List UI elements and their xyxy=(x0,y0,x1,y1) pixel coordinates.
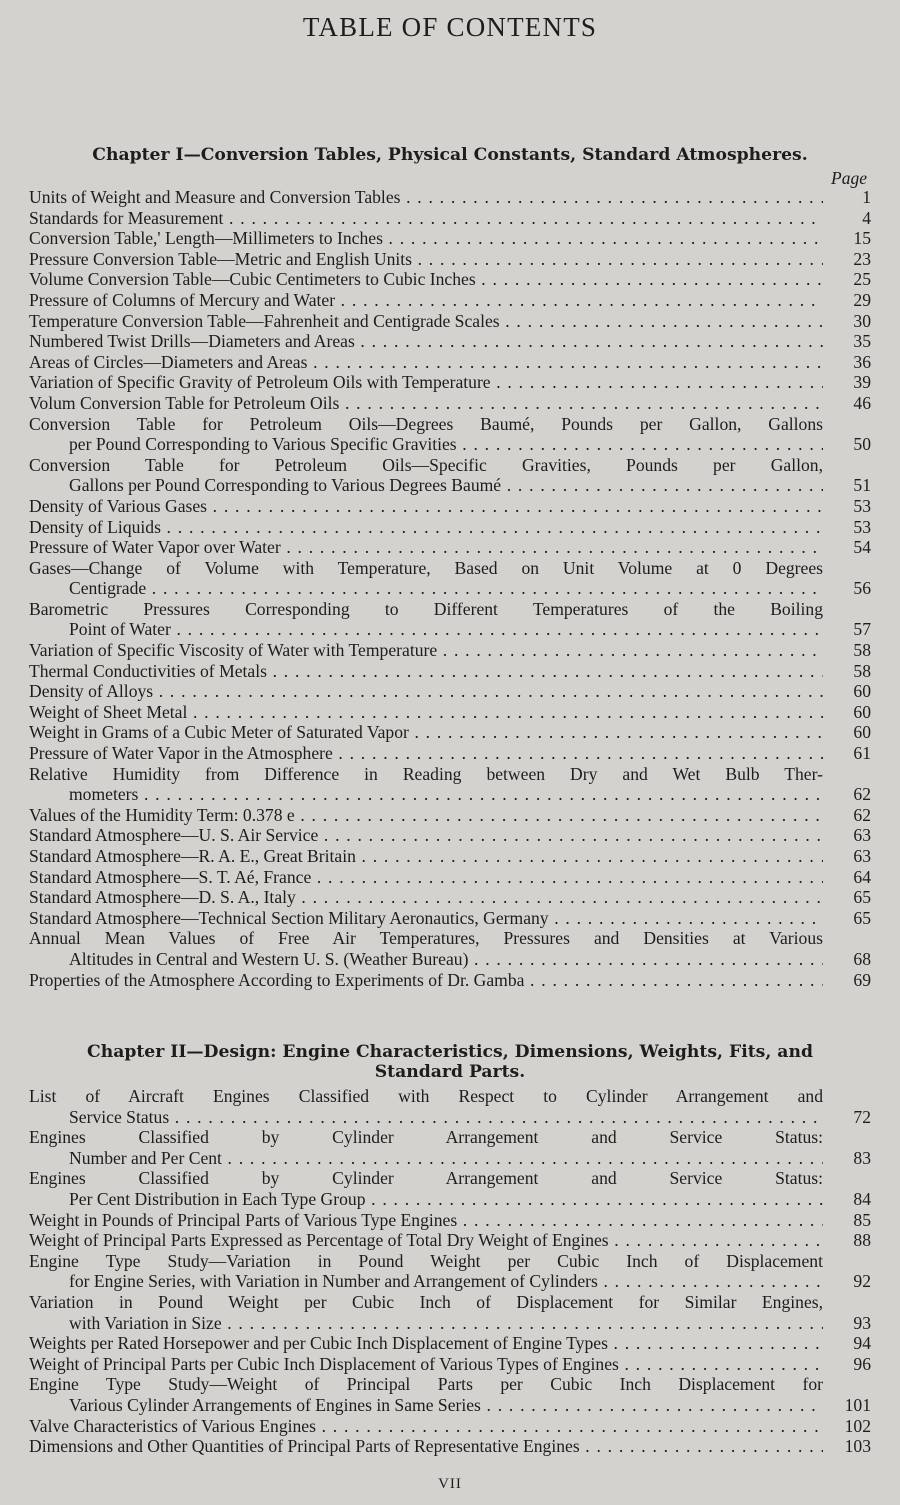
toc-entry-page: 61 xyxy=(853,743,871,764)
toc-entry[interactable] xyxy=(29,764,871,805)
toc-entry[interactable] xyxy=(29,208,871,229)
toc-entry[interactable] xyxy=(29,1416,871,1437)
toc-entry[interactable] xyxy=(29,228,871,249)
toc-entry[interactable] xyxy=(29,743,871,764)
toc-entry-page: 56 xyxy=(853,578,871,599)
toc-entry-page: 85 xyxy=(853,1209,871,1230)
toc-entry-title: Weight of Principal Parts per Cubic Inch Displacement of Various Types of Engines . . . xyxy=(29,1354,823,1375)
toc-entry-page: 65 xyxy=(853,907,871,928)
toc-entry-title xyxy=(29,455,823,496)
toc-entry[interactable] xyxy=(29,805,871,826)
toc-entry-page: 72 xyxy=(853,1106,871,1127)
page-title: TABLE OF CONTENTS xyxy=(302,12,598,42)
toc-entry[interactable] xyxy=(29,1251,871,1292)
toc-entry[interactable] xyxy=(29,558,871,599)
toc-entry-title xyxy=(29,1374,823,1415)
toc-entry-page: 53 xyxy=(853,495,871,516)
toc-entry-title: Standards for Measurement . . . xyxy=(29,208,823,229)
toc-entry-page: 102 xyxy=(844,1415,871,1436)
toc-entry-title-line-1: Engines Classified by Cylinder Arrangement and Service Status: xyxy=(29,1127,823,1148)
toc-entry-title-line-1: Conversion Table for Petroleum Oils—Degrees Baumé, Pounds per Gallon, Gallons xyxy=(29,413,823,434)
toc-entry[interactable] xyxy=(29,1127,871,1168)
toc-entry-page: 101 xyxy=(844,1394,871,1415)
toc-entry[interactable] xyxy=(29,517,871,538)
toc-entry-page: 60 xyxy=(853,701,871,722)
toc-entry-page: 39 xyxy=(853,372,871,393)
toc-entry-page: 29 xyxy=(853,289,871,310)
toc-entry[interactable] xyxy=(29,187,871,208)
toc-entry-title: Pressure Conversion Table—Metric and English Units . . . xyxy=(29,249,823,270)
toc-entry-title: Properties of the Atmosphere According to Experiments of Dr. Gamba . . . xyxy=(29,970,823,991)
toc-entry-title: Variation of Specific Viscosity of Water with Temperature . . . xyxy=(29,640,823,661)
toc-entry-title-line-2: Point of Water . . . xyxy=(29,619,823,640)
toc-entry-title xyxy=(29,1251,823,1292)
toc-entry-title xyxy=(29,928,823,969)
page-number-footer: VII xyxy=(438,1476,462,1492)
page-column-label: Page xyxy=(831,168,867,188)
toc-entry[interactable] xyxy=(29,1436,871,1457)
toc-entry-page: 63 xyxy=(853,825,871,846)
toc-entry-page: 63 xyxy=(853,846,871,866)
toc-entry-page: 23 xyxy=(853,248,871,269)
toc-entry-title xyxy=(29,1086,823,1127)
toc-entry[interactable] xyxy=(29,269,871,290)
toc-entry[interactable] xyxy=(29,537,871,558)
toc-entry-title-line-1: List of Aircraft Engines Classified with Respect to Cylinder Arrangement and xyxy=(29,1086,823,1106)
toc-entry-page: 62 xyxy=(853,784,871,805)
toc-entry-title-line-2: Number and Per Cent . . . xyxy=(29,1148,823,1169)
toc-entry-title: Standard Atmosphere—Technical Section Military Aeronautics, Germany . . . xyxy=(29,908,823,929)
toc-entry-title xyxy=(29,558,823,599)
toc-entry-page: 53 xyxy=(853,516,871,537)
toc-entry-title: Weight of Sheet Metal . . . xyxy=(29,702,823,723)
toc-entry-page: 30 xyxy=(853,310,871,331)
toc-entry-title-line-1: Engines Classified by Cylinder Arrangement and Service Status: xyxy=(29,1168,823,1189)
toc-entry-page: 92 xyxy=(853,1271,871,1292)
toc-entry-page: 1 xyxy=(862,187,871,207)
toc-entry[interactable] xyxy=(29,1086,871,1127)
toc-entry-title-line-2: Centigrade . . . xyxy=(29,578,823,599)
toc-entry-page: 88 xyxy=(853,1230,871,1251)
toc-entry-page: 103 xyxy=(844,1436,871,1457)
toc-entry-title: Variation of Specific Gravity of Petroleum Oils with Temperature . . . xyxy=(29,372,823,393)
toc-entry[interactable] xyxy=(29,1333,871,1354)
toc-entry-title: Conversion Table,' Length—Millimeters to Inches . . . xyxy=(29,228,823,249)
toc-entry-title: Numbered Twist Drills—Diameters and Areas . . . xyxy=(29,331,823,352)
toc-entry-page: 62 xyxy=(853,804,871,825)
toc-entry[interactable] xyxy=(29,599,871,640)
toc-entry-title-line-2: mometers . . . xyxy=(29,784,823,805)
toc-entry[interactable] xyxy=(29,702,871,723)
toc-entry[interactable] xyxy=(29,722,871,743)
toc-entry-title: Weight in Grams of a Cubic Meter of Saturated Vapor . . . xyxy=(29,722,823,743)
toc-entry-title: Pressure of Columns of Mercury and Water . . . xyxy=(29,290,823,311)
chapter-2-section xyxy=(29,1042,871,1457)
toc-entry-title-line-2: per Pound Corresponding to Various Specific Gravities . . . xyxy=(29,434,823,455)
toc-entry-title: Pressure of Water Vapor in the Atmosphere . . . xyxy=(29,743,823,764)
toc-entry-page: 58 xyxy=(853,660,871,681)
toc-entry-page: 36 xyxy=(853,351,871,372)
toc-entry[interactable] xyxy=(29,1168,871,1209)
toc-entry-title: Dimensions and Other Quantities of Principal Parts of Representative Engines . . . xyxy=(29,1436,823,1457)
toc-entry-page: 60 xyxy=(853,681,871,702)
toc-entry-page: 54 xyxy=(853,537,871,558)
toc-entry[interactable] xyxy=(29,867,871,888)
toc-entry-title-line-1: Engine Type Study—Weight of Principal Parts per Cubic Inch Displacement for xyxy=(29,1374,823,1395)
chapter-2-entries xyxy=(29,1086,871,1457)
toc-entry-title: Pressure of Water Vapor over Water . . . xyxy=(29,537,823,558)
toc-entry-title xyxy=(29,1168,823,1209)
toc-entry-title xyxy=(29,599,823,640)
toc-entry-title-line-1: Barometric Pressures Corresponding to Different Temperatures of the Boiling xyxy=(29,598,823,619)
toc-entry-title-line-2: with Variation in Size . . . xyxy=(29,1313,823,1334)
toc-entry-page: 64 xyxy=(853,866,871,887)
toc-entry-title-line-1: Conversion Table for Petroleum Oils—Specific Gravities, Pounds per Gallon, xyxy=(29,454,823,475)
toc-entry[interactable] xyxy=(29,640,871,661)
chapter-2-heading xyxy=(29,1042,871,1082)
chapter-2-heading-line-2: Standard Parts. xyxy=(374,1062,526,1082)
toc-entry-title: Density of Liquids . . . xyxy=(29,517,823,538)
toc-entry[interactable] xyxy=(29,1210,871,1231)
toc-entry-page: 25 xyxy=(853,269,871,290)
toc-entry[interactable] xyxy=(29,414,871,455)
toc-entry-title: Values of the Humidity Term: 0.378 e . . . xyxy=(29,805,823,826)
toc-entry-title-line-2: for Engine Series, with Variation in Number and Arrangement of Cylinders . . . xyxy=(29,1271,823,1292)
toc-entry[interactable] xyxy=(29,372,871,393)
toc-entry[interactable] xyxy=(29,825,871,846)
toc-entry-title: Weights per Rated Horsepower and per Cubic Inch Displacement of Engine Types . . . xyxy=(29,1333,823,1354)
toc-entry-title: Thermal Conductivities of Metals . . . xyxy=(29,661,823,682)
toc-entry-title: Standard Atmosphere—S. T. Aé, France . . . xyxy=(29,867,823,888)
toc-entry[interactable] xyxy=(29,928,871,969)
toc-entry-title: Standard Atmosphere—D. S. A., Italy . . . xyxy=(29,887,823,908)
toc-entry[interactable] xyxy=(29,311,871,332)
toc-entry[interactable] xyxy=(29,970,871,991)
toc-entry-page: 51 xyxy=(853,475,871,496)
toc-entry[interactable] xyxy=(29,496,871,517)
toc-entry-page: 4 xyxy=(862,207,871,228)
toc-entry-title-line-1: Gases—Change of Volume with Temperature, Based on Unit Volume at 0 Degrees xyxy=(29,557,823,578)
toc-entry[interactable] xyxy=(29,1292,871,1333)
toc-entry-title-line-2: Altitudes in Central and Western U. S. (Weather Bureau) . . . xyxy=(29,949,823,970)
toc-entry[interactable] xyxy=(29,455,871,496)
toc-entry-page: 58 xyxy=(853,640,871,661)
toc-entry[interactable] xyxy=(29,661,871,682)
toc-entry-title: Areas of Circles—Diameters and Areas . . . xyxy=(29,352,823,373)
toc-entry-title xyxy=(29,764,823,805)
toc-entry-title-line-2: Various Cylinder Arrangements of Engines in Same Series . . . xyxy=(29,1395,823,1416)
toc-entry-title: Volume Conversion Table—Cubic Centimeters to Cubic Inches . . . xyxy=(29,269,823,290)
toc-entry-title-line-1: Annual Mean Values of Free Air Temperatures, Pressures and Densities at Various xyxy=(29,928,823,949)
chapter-1-section xyxy=(29,145,871,990)
toc-entry-page: 83 xyxy=(853,1147,871,1168)
toc-entry[interactable] xyxy=(29,290,871,311)
toc-entry-title-line-2: Gallons per Pound Corresponding to Various Degrees Baumé . . . xyxy=(29,475,823,496)
toc-entry-title xyxy=(29,414,823,455)
toc-entry-title xyxy=(29,1127,823,1168)
toc-entry-title-line-1: Variation in Pound Weight per Cubic Inch of Displacement for Similar Engines, xyxy=(29,1291,823,1312)
toc-entry-title-line-1: Engine Type Study—Variation in Pound Weight per Cubic Inch of Displacement xyxy=(29,1250,823,1271)
toc-entry-page: 93 xyxy=(853,1312,871,1333)
toc-entry-title: Valve Characteristics of Various Engines . . . xyxy=(29,1416,823,1437)
toc-entry-title: Temperature Conversion Table—Fahrenheit and Centigrade Scales . . . xyxy=(29,311,823,332)
toc-entry-title: Weight in Pounds of Principal Parts of Various Type Engines . . . xyxy=(29,1210,823,1231)
toc-entry-title: Volum Conversion Table for Petroleum Oils . . . xyxy=(29,393,823,414)
toc-entry[interactable] xyxy=(29,681,871,702)
toc-entry-title: Density of Various Gases . . . xyxy=(29,496,823,517)
toc-entry-page: 94 xyxy=(853,1333,871,1354)
toc-entry-title: Density of Alloys . . . xyxy=(29,681,823,702)
toc-entry-page: 96 xyxy=(853,1353,871,1374)
toc-entry-title xyxy=(29,1292,823,1333)
toc-entry-title-line-2: Service Status . . . xyxy=(29,1107,823,1128)
chapter-1-entries xyxy=(29,187,871,990)
toc-entry[interactable] xyxy=(29,887,871,908)
toc-entry-page: 35 xyxy=(853,331,871,352)
toc-entry-title: Standard Atmosphere—U. S. Air Service . . . xyxy=(29,825,823,846)
toc-entry[interactable] xyxy=(29,331,871,352)
toc-entry-page: 84 xyxy=(853,1188,871,1209)
toc-entry[interactable] xyxy=(29,908,871,929)
toc-entry[interactable] xyxy=(29,1230,871,1251)
chapter-1-heading: Chapter I—Conversion Tables, Physical Constants, Standard Atmospheres. xyxy=(92,145,808,165)
toc-entry-title: Units of Weight and Measure and Conversion Tables . . . xyxy=(29,187,823,208)
toc-entry-page: 15 xyxy=(853,228,871,249)
toc-entry-title-line-1: Relative Humidity from Difference in Reading between Dry and Wet Bulb Ther- xyxy=(29,763,823,784)
chapter-2-heading-line-1: Chapter II—Design: Engine Characteristics, Dimensions, Weights, Fits, and xyxy=(87,1042,813,1062)
toc-entry-title: Standard Atmosphere—R. A. E., Great Britain . . . xyxy=(29,846,823,867)
toc-entry-title: Weight of Principal Parts Expressed as Percentage of Total Dry Weight of Engines . . . xyxy=(29,1230,823,1251)
toc-entry-page: 57 xyxy=(853,619,871,640)
toc-entry-page: 60 xyxy=(853,722,871,743)
toc-entry[interactable] xyxy=(29,1354,871,1375)
toc-entry-page: 50 xyxy=(853,434,871,455)
toc-entry[interactable] xyxy=(29,1374,871,1415)
toc-entry[interactable] xyxy=(29,352,871,373)
toc-entry-page: 46 xyxy=(853,392,871,413)
toc-entry-page: 69 xyxy=(853,969,871,990)
toc-entry-page: 65 xyxy=(853,887,871,908)
toc-entry[interactable] xyxy=(29,249,871,270)
toc-entry[interactable] xyxy=(29,393,871,414)
toc-entry[interactable] xyxy=(29,846,871,867)
toc-entry-page: 68 xyxy=(853,948,871,969)
toc-entry-title-line-2: Per Cent Distribution in Each Type Group . . . xyxy=(29,1189,823,1210)
